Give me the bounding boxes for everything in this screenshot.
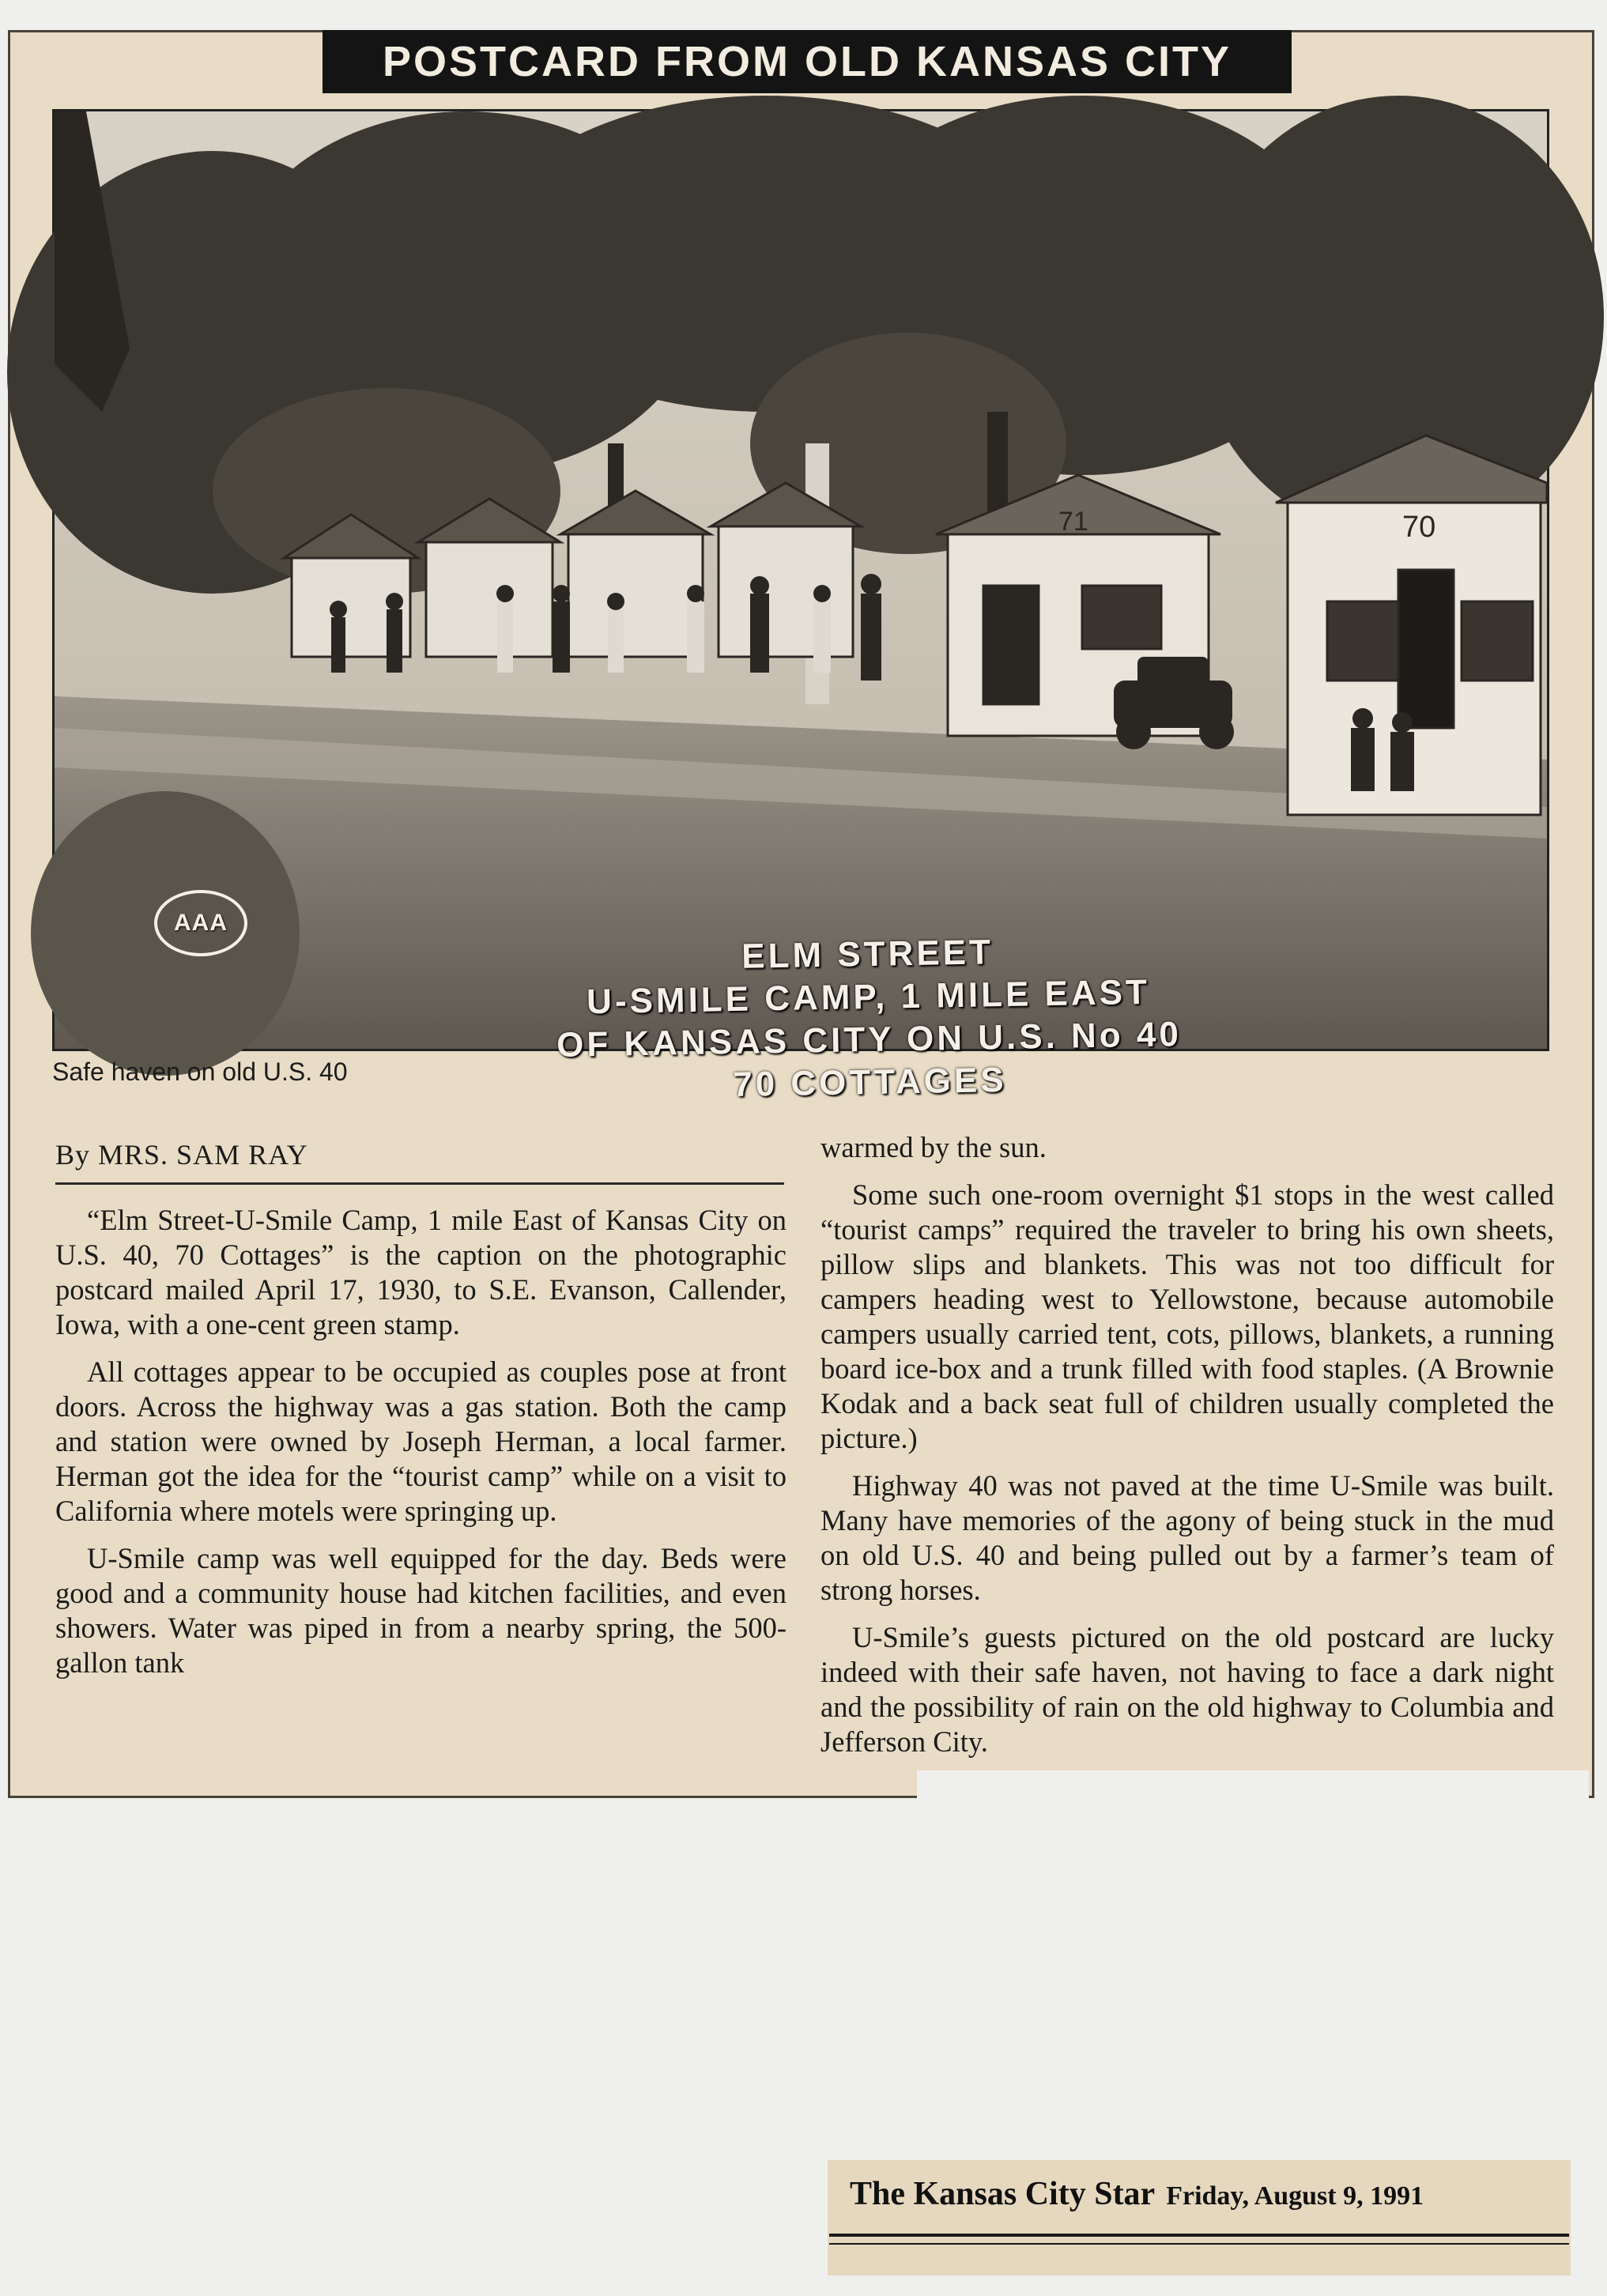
- paragraph: Highway 40 was not paved at the time U-Smile was built. Many have memories of the agony of being stuck in the mud on old U.S. 40 and being pulled out by a farmer’s team of strong horses.: [820, 1469, 1554, 1606]
- paragraph: warmed by the sun.: [820, 1131, 1047, 1163]
- overlay-line: U-SMILE CAMP, 1 MILE EAST: [586, 972, 1151, 1022]
- byline: By MRS. SAM RAY: [55, 1139, 308, 1171]
- paragraph: U-Smile camp was well equipped for the day. Beds were good and a community house had kitchen facilities, and even showers. Water was piped in from a nearby spring, the 500-gallon tank: [55, 1542, 787, 1679]
- paragraph: All cottages appear to be occupied as couples pose at front doors. Across the highway was a gas station. Both the camp and station were owned by Joseph Herman, a local farmer. Herman got the idea for the “tourist camp” while on a visit to California where motels were springing up.: [55, 1355, 787, 1527]
- cottage-number-70: 70: [1402, 511, 1436, 544]
- publication-date: Friday, August 9, 1991: [1166, 2181, 1424, 2211]
- newspaper-name: The Kansas City Star: [850, 2176, 1156, 2212]
- paragraph: U-Smile’s guests pictured on the old postcard are lucky indeed with their safe haven, not having to face a dark night and the possibility of rain on the old highway to Columbia and Jefferson City.: [820, 1621, 1554, 1758]
- paragraph: “Elm Street-U-Smile Camp, 1 mile East of Kansas City on U.S. 40, 70 Cottages” is the caption on the photographic postcard mailed April 17, 1930, to S.E. Evanson, Callender, Iowa, with a one-cent green stamp.: [55, 1204, 787, 1340]
- overlay-line: 70 COTTAGES: [732, 1060, 1007, 1105]
- masthead-rule: [829, 2243, 1569, 2245]
- photo-scene: [55, 111, 1547, 1049]
- masthead-rule: [829, 2234, 1569, 2237]
- cottage-number-71: 71: [1058, 507, 1088, 537]
- paragraph: Some such one-room overnight $1 stops in the west called “tourist camps” required the traveler to bring his own sheets, pillow slips and blankets. This was not too difficult for campers heading west to Yellowstone, because automobile campers usually carried tent, cots, pillows, blankets, a running board ice-box and a trunk filled with food staples. (A Brownie Kodak and a back seat full of children usually completed the picture.): [820, 1178, 1554, 1454]
- masthead: [850, 2175, 1424, 2213]
- overlay-line: ELM STREET: [741, 933, 994, 976]
- article-column-1: [55, 1203, 787, 1693]
- headline: POSTCARD FROM OLD KANSAS CITY: [323, 30, 1292, 93]
- overlay-line: OF KANSAS CITY ON U.S. No 40: [556, 1015, 1183, 1065]
- clipping-torn-edge: [917, 1770, 1589, 1802]
- photo-caption: Safe haven on old U.S. 40: [52, 1058, 348, 1086]
- article-column-2: [820, 1130, 1554, 1772]
- aaa-logo: AAA: [154, 890, 247, 956]
- postcard-overlay-text: [496, 927, 1242, 1110]
- byline-rule: [55, 1182, 784, 1185]
